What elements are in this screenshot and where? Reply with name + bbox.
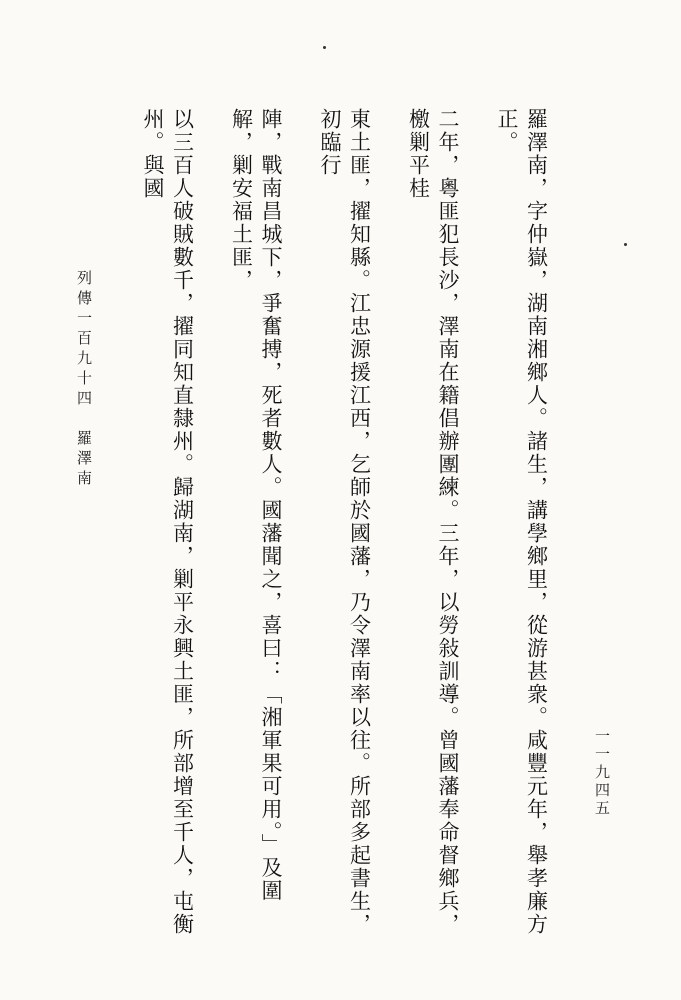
main-text-body xyxy=(112,108,580,938)
print-speck xyxy=(323,46,326,49)
running-header xyxy=(74,270,95,490)
header-name: 羅澤南 xyxy=(75,430,93,490)
text-column: 以三百人破賊數千，擢同知直隸州。歸湖南，剿平永興土匪，所部增至千人，屯衡州。與國 xyxy=(141,108,195,936)
print-speck xyxy=(624,243,627,246)
text-column: 東土匪，擢知縣。江忠源援江西，乞師於國藩，乃令澤南率以往。所部多起書生，初臨行 xyxy=(318,108,372,936)
header-section: 列傳一百九十四 xyxy=(75,270,93,410)
text-column: 羅澤南，字仲嶽，湖南湘鄉人。諸生，講學鄉里，從游甚衆。咸豐元年，舉孝廉方正。 xyxy=(495,108,549,936)
text-column: 陣，戰南昌城下，爭奮搏，死者數人。國藩聞之，喜曰：「湘軍果可用。」及圍解，剿安福土匪， xyxy=(229,108,283,903)
page-number: 一一九四五 xyxy=(593,728,611,818)
text-column: 二年，粵匪犯長沙，澤南在籍倡辦團練。三年，以勞敍訓導。曾國藩奉命督鄉兵，檄剿平桂 xyxy=(406,108,460,936)
